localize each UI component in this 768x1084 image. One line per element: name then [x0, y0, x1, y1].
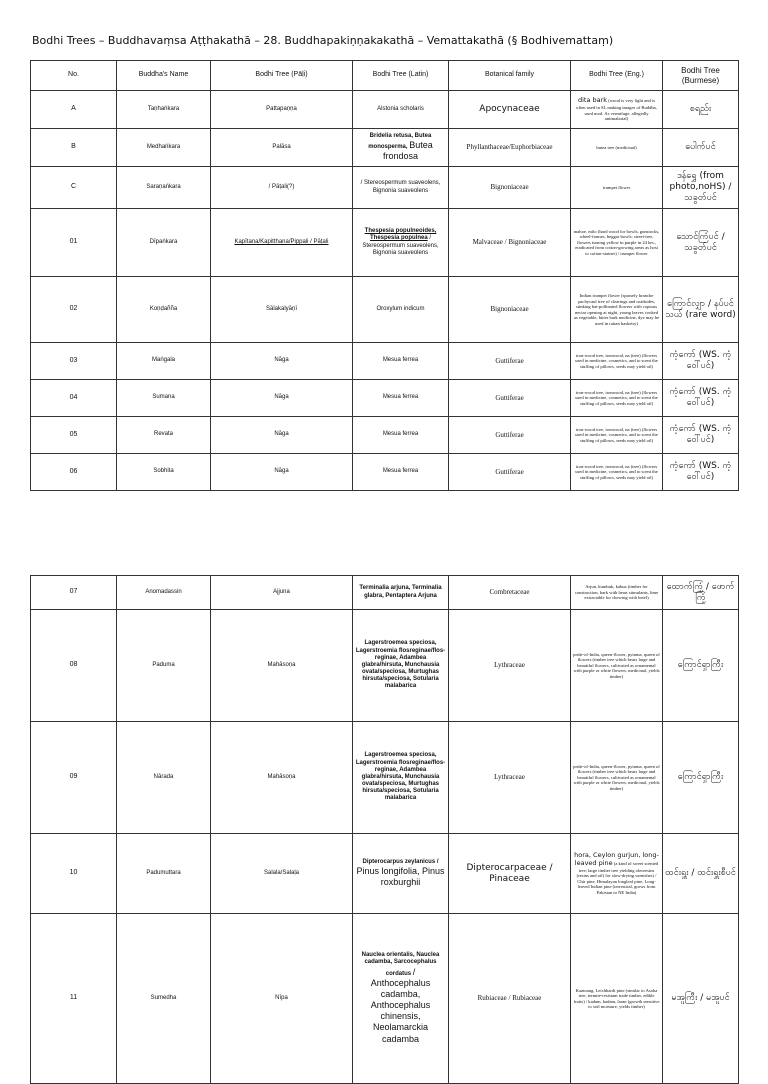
cell-family: Malvaceae / Bignoniaceae — [449, 209, 571, 277]
cell-buddha-name: Anomadassin — [117, 576, 211, 610]
cell-no: 11 — [31, 914, 117, 1084]
cell-burmese: ကံ့ကော် (WS. ကံ့ဝေါ်ပင်) — [663, 343, 739, 380]
table-row — [31, 576, 739, 610]
header-family: Botanical family — [449, 61, 571, 91]
cell-family: Guttiferae — [449, 343, 571, 380]
cell-latin — [353, 209, 449, 277]
table-row — [31, 834, 739, 914]
cell-english-head: hora, Ceylon gurjun, long-leaved pine — [574, 850, 659, 867]
table-row — [31, 167, 739, 209]
cell-pali: Mahāsoṇa — [211, 722, 353, 834]
cell-latin: Lagerstroemea speciosa, Lagerstroemia flosreginae/flos-reginae, Adambea glabra/hirsuta, Munchausia ovata/speciosa, Murtughas hirsuta/speciosa, Sotularia malabarica — [353, 722, 449, 834]
cell-english: Arjun, kumbuk, kahua (timber for construction, bark with heart stimulants, lime extractable for chewing with betel) — [571, 576, 663, 610]
cell-family: Guttiferae — [449, 454, 571, 491]
cell-no: 10 — [31, 834, 117, 914]
cell-family: Dipterocarpaceae / Pinaceae — [449, 834, 571, 914]
header-no: No. — [31, 61, 117, 91]
table-row — [31, 914, 739, 1084]
header-latin: Bodhi Tree (Latin) — [353, 61, 449, 91]
cell-english: Kaatoang, Leichhardt pine (similar to Asoka tree, termite-resistant trade timber, edible fruits) / kadam, kadam, laran (growth sensitive to soil moisture, yields timber) — [571, 914, 663, 1084]
cell-latin: Mesua ferrea — [353, 454, 449, 491]
cell-no: 04 — [31, 380, 117, 417]
cell-burmese: ကံ့ကော် (WS. ကံ့ဝေါ်ပင်) — [663, 454, 739, 491]
header-english: Bodhi Tree (Eng.) — [571, 61, 663, 91]
cell-buddha-name: Dīpaṅkara — [117, 209, 211, 277]
cell-burmese: မအူကြီး / မအူပင် — [663, 914, 739, 1084]
cell-burmese: ကြောင်ရှာကြီး — [663, 610, 739, 722]
cell-burmese: သောင်ကြံပင် / သခွတ်ပင် — [663, 209, 739, 277]
cell-family: Rubiaceae / Rubiaceae — [449, 914, 571, 1084]
cell-latin-a: Bridelia retusa, Butea monosperma, — [368, 132, 432, 150]
cell-latin-b: Pinus longifolia, Pinus roxburghii — [356, 865, 445, 888]
cell-latin-rest: / Stereospermum suaveolens, Bignonia suaveolens — [362, 235, 439, 256]
cell-buddha-name: Nārada — [117, 722, 211, 834]
table-row — [31, 209, 739, 277]
cell-latin-b: / Anthocephalus cadamba, Anthocephalus chinensis, Neolamarckia cadamba — [370, 966, 431, 1044]
cell-latin — [353, 914, 449, 1084]
cell-english — [571, 91, 663, 129]
cell-english: pride-of-India, queen-flower, pyinma, queen of flowers (timber tree which bears large and beautiful flowers, cultivated as ornamental with purple or white flowers, medicinal, yields timber) — [571, 610, 663, 722]
cell-latin: Lagerstroemea speciosa, Lagerstroemia flosreginae/flos-reginae, Adambea glabra/hirsuta, Munchausia ovata/speciosa, Murtughas hirsuta/speciosa, Sotularia malabarica — [353, 610, 449, 722]
cell-english: iron-wood tree, ironwood, na (tree) (flowers used in medicine, cosmetics, and to scent the stuffing of pillows, seeds may yield oil) — [571, 454, 663, 491]
cell-buddha-name: Saraṇaṅkara — [117, 167, 211, 209]
cell-latin: Mesua ferrea — [353, 380, 449, 417]
cell-latin: Oroxylum indicum — [353, 277, 449, 343]
cell-english-rest: (wood is very light and is often used in SL making images of Buddha, used mod. As vermifuge, allegedly antimalarial) — [576, 98, 657, 122]
cell-pali: Mahāsoṇa — [211, 610, 353, 722]
cell-english-rest: (a kind of sweet scented tree; large timber tree yielding oleoresins (resins and oil) for slow-drying varnishes) / Chir pine, Himalayan longleaf pine, Long-leaved Indian pine (terrestrial, grows from Pakistan to NE India) — [576, 860, 659, 895]
cell-buddha-name: Medhaṅkara — [117, 129, 211, 167]
cell-buddha-name: Revata — [117, 417, 211, 454]
cell-burmese: ထင်းရှူး / ထင်းရှူးစီပင် — [663, 834, 739, 914]
cell-burmese: ဒန်ရွှေ (from photo,noHS) / သခွတ်ပင် — [663, 167, 739, 209]
cell-family: Guttiferae — [449, 380, 571, 417]
cell-buddha-name: Sobhita — [117, 454, 211, 491]
cell-no: A — [31, 91, 117, 129]
cell-pali: Salala/Salaḷa — [211, 834, 353, 914]
cell-no: 08 — [31, 610, 117, 722]
cell-burmese: ထောက်ကြံ့ / ဖောက်ကြံ့ — [663, 576, 739, 610]
cell-pali: Nāga — [211, 380, 353, 417]
cell-pali: Nāga — [211, 454, 353, 491]
table-row — [31, 343, 739, 380]
cell-latin-underlined: Thespesia populneoides, Thespesia populnea — [364, 228, 437, 242]
cell-buddha-name: Taṇhaṅkara — [117, 91, 211, 129]
cell-pali: Pattapaṇṇa — [211, 91, 353, 129]
cell-family: Phyllanthaceae/Euphorbiaceae — [449, 129, 571, 167]
cell-no: C — [31, 167, 117, 209]
cell-pali: Kapītana/Kapitthana/Pippali / Pāṭali — [211, 209, 353, 277]
cell-buddha-name: Koṇḍañña — [117, 277, 211, 343]
cell-no: 02 — [31, 277, 117, 343]
cell-latin: Mesua ferrea — [353, 417, 449, 454]
table-row — [31, 454, 739, 491]
cell-family: Apocynaceae — [449, 91, 571, 129]
cell-buddha-name: Sumedha — [117, 914, 211, 1084]
cell-buddha-name: Maṅgala — [117, 343, 211, 380]
cell-no: 03 — [31, 343, 117, 380]
cell-latin: Terminalia arjuna, Terminalia glabra, Pentaptera Arjuna — [353, 576, 449, 610]
cell-english-head: dita bark — [577, 96, 608, 105]
table-row — [31, 722, 739, 834]
cell-english: butea tree (medicinal) — [571, 129, 663, 167]
table-row — [31, 610, 739, 722]
cell-family: Lythraceae — [449, 722, 571, 834]
cell-no: 06 — [31, 454, 117, 491]
cell-no: 09 — [31, 722, 117, 834]
header-burmese: Bodhi Tree (Burmese) — [663, 61, 739, 91]
cell-pali: Nīpa — [211, 914, 353, 1084]
cell-buddha-name: Sumana — [117, 380, 211, 417]
cell-buddha-name: Padumuttara — [117, 834, 211, 914]
table-row — [31, 417, 739, 454]
table-row — [31, 277, 739, 343]
cell-english: trumpet flower — [571, 167, 663, 209]
cell-latin-b: Butea frondosa — [382, 139, 433, 162]
bodhi-table-part-2 — [30, 575, 739, 1084]
header-buddha-name: Buddha's Name — [117, 61, 211, 91]
page-title: Bodhi Trees – Buddhavaṃsa Aṭṭhakathā – 28. Buddhapakiṇṇakakathā – Vemattakathā (§ Bodhivemattaṃ) — [32, 34, 614, 47]
cell-pali: Nāga — [211, 343, 353, 380]
cell-pali: Sālakalyāṇī — [211, 277, 353, 343]
cell-burmese: ကြောင်လျှာ / နပ်ပင်သယ် (rare word) — [663, 277, 739, 343]
cell-latin: Mesua ferrea — [353, 343, 449, 380]
cell-burmese: ကံ့ကော် (WS. ကံ့ဝေါ်ပင်) — [663, 380, 739, 417]
cell-no: 01 — [31, 209, 117, 277]
cell-latin — [353, 129, 449, 167]
cell-latin — [353, 834, 449, 914]
cell-english — [571, 834, 663, 914]
cell-burmese: စရည်း — [663, 91, 739, 129]
bodhi-table-part-1 — [30, 60, 739, 491]
cell-no: B — [31, 129, 117, 167]
table-row — [31, 91, 739, 129]
table-row — [31, 380, 739, 417]
cell-family: Combretaceae — [449, 576, 571, 610]
cell-burmese: ပေါက်ပင် — [663, 129, 739, 167]
header-pali: Bodhi Tree (Pāḷi) — [211, 61, 353, 91]
cell-family: Bignoniaceae — [449, 277, 571, 343]
cell-burmese: ကြောင်ရှာကြီး — [663, 722, 739, 834]
cell-family: Lythraceae — [449, 610, 571, 722]
cell-no: 07 — [31, 576, 117, 610]
cell-english: mahoe, milo (hard wood for bowls, gunstocks, wheel-frames, beggar bowls; street-tree, flowers turning yellow in purple in 24 hrs., eradicated from cotton-growing areas as host to cotton-stainer) / trumpet flower — [571, 209, 663, 277]
cell-latin-a: Dipterocarpus zeylanicus / — [362, 858, 439, 865]
table-row — [31, 129, 739, 167]
cell-english: Indian trumpet flower (sparsely branche pachycaul tree of clearings and roadsides, stinking bat-pollinated flowers with copious nectar opening at night, young leaves cooked as vegetable, bitter bark medicine, dye may be used in rattan basketry) — [571, 277, 663, 343]
cell-latin: / Stereospermum suaveolens, Bignonia suaveolens — [353, 167, 449, 209]
cell-english: iron-wood tree, ironwood, na (tree) (flowers used in medicine, cosmetics, and to scent the stuffing of pillows, seeds may yield oil) — [571, 417, 663, 454]
table-header-row — [31, 61, 739, 91]
cell-no: 05 — [31, 417, 117, 454]
cell-family: Bignoniaceae — [449, 167, 571, 209]
cell-latin-a: Nauclea orientalis, Nauclea cadamba, Sarcocephalus cordatus — [361, 952, 440, 977]
cell-english: iron-wood tree, ironwood, na (tree) (flowers used in medicine, cosmetics, and to scent the stuffing of pillows, seeds may yield oil) — [571, 343, 663, 380]
cell-pali: Ajjuna — [211, 576, 353, 610]
cell-english: pride-of-India, queen-flower, pyinma, queen of flowers (timber tree which bears large and beautiful flowers, cultivated as ornamental with purple or white flowers, medicinal, yields timber) — [571, 722, 663, 834]
cell-pali: / Pāṭali(?) — [211, 167, 353, 209]
cell-pali: Nāga — [211, 417, 353, 454]
cell-buddha-name: Paduma — [117, 610, 211, 722]
cell-latin: Alstonia scholaris — [353, 91, 449, 129]
cell-burmese: ကံ့ကော် (WS. ကံ့ဝေါ်ပင်) — [663, 417, 739, 454]
cell-family: Guttiferae — [449, 417, 571, 454]
cell-pali: Palāsa — [211, 129, 353, 167]
cell-english: iron-wood tree, ironwood, na (tree) (flowers used in medicine, cosmetics, and to scent the stuffing of pillows, seeds may yield oil) — [571, 380, 663, 417]
